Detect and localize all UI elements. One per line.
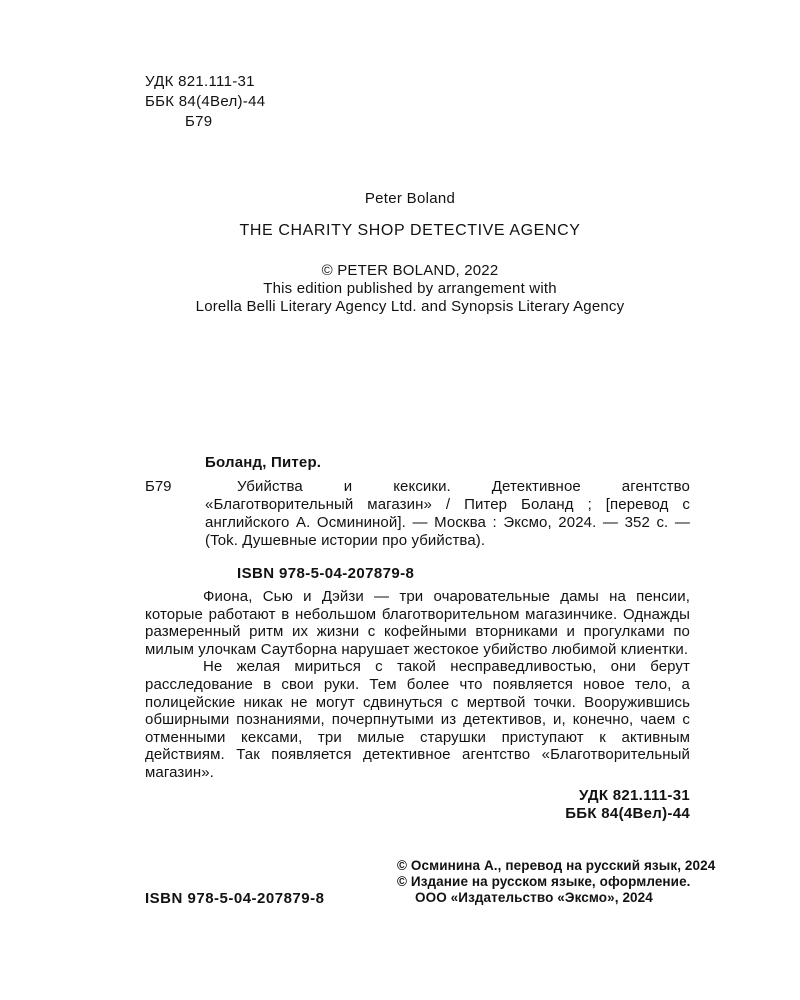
original-copyright-block [110,262,710,316]
author-sign-code-top: Б79 [185,113,213,130]
udk-code-bottom: УДК 821.111-31 [578,787,690,804]
bbk-code-top: ББК 84(4Вел)-44 [145,93,266,110]
original-author: Peter Boland [364,190,456,207]
arrangement-line-2: Lorella Belli Literary Agency Ltd. and Synopsis Literary Agency [195,298,625,315]
original-edition-block [110,190,710,316]
udk-code-top: УДК 821.111-31 [145,73,255,90]
bibliographic-description: Убийства и кексики. Детективное агентство «Благотворительный магазин» / Питер Боланд ; [перевод с английского А. Осмининой]. — Москва : Эксмо, 2024. — 352 с. — (Tok. Душевные истории про убийства). [205,478,690,549]
catalog-author-heading: Боланд, Питер. [205,454,322,471]
bbk-code-bottom: ББК 84(4Вел)-44 [565,805,690,822]
catalog-entry [145,478,690,550]
bottom-catalog-codes [565,787,690,823]
original-copyright-line: © PETER BOLAND, 2022 [321,262,499,279]
annotation-paragraph-2: Не желая мириться с такой несправедливостью, они берут расследование в свои руки. Тем более что появляется новое тело, а полицейские никак не могут сдвинуться с мертвой точки. Вооружившись обширными познаниями, почерпнутыми из детективов, и, конечно, чаем с отменными кексами, три милые старушки приступают к активным действиям. Так появляется детективное агентство «Благотворительный магазин». [145,658,690,781]
annotation-paragraph-1: Фиона, Сью и Дэйзи — три очаровательные дамы на пенсии, которые работают в небольшом благотворительном магазинчике. Однажды размеренный ритм их жизни с кофейными вторниками и прогулками по милым улочкам Саутборна нарушает жестокое убийство любимой клиентки. [145,588,690,658]
publisher-line: ООО «Издательство «Эксмо», 2024 [415,890,653,905]
arrangement-line-1: This edition published by arrangement with [263,280,557,297]
author-sign-code-margin: Б79 [145,478,172,495]
top-catalog-codes [145,72,265,132]
isbn-footer: ISBN 978-5-04-207879-8 [145,890,325,907]
footer-copyright-block [397,858,715,906]
isbn-catalog: ISBN 978-5-04-207879-8 [237,565,415,582]
annotation-block [145,588,690,782]
translation-copyright: © Осминина А., перевод на русский язык, 2024 [397,858,716,873]
original-title: THE CHARITY SHOP DETECTIVE AGENCY [239,222,581,239]
edition-copyright: © Издание на русском языке, оформление. [397,874,691,889]
